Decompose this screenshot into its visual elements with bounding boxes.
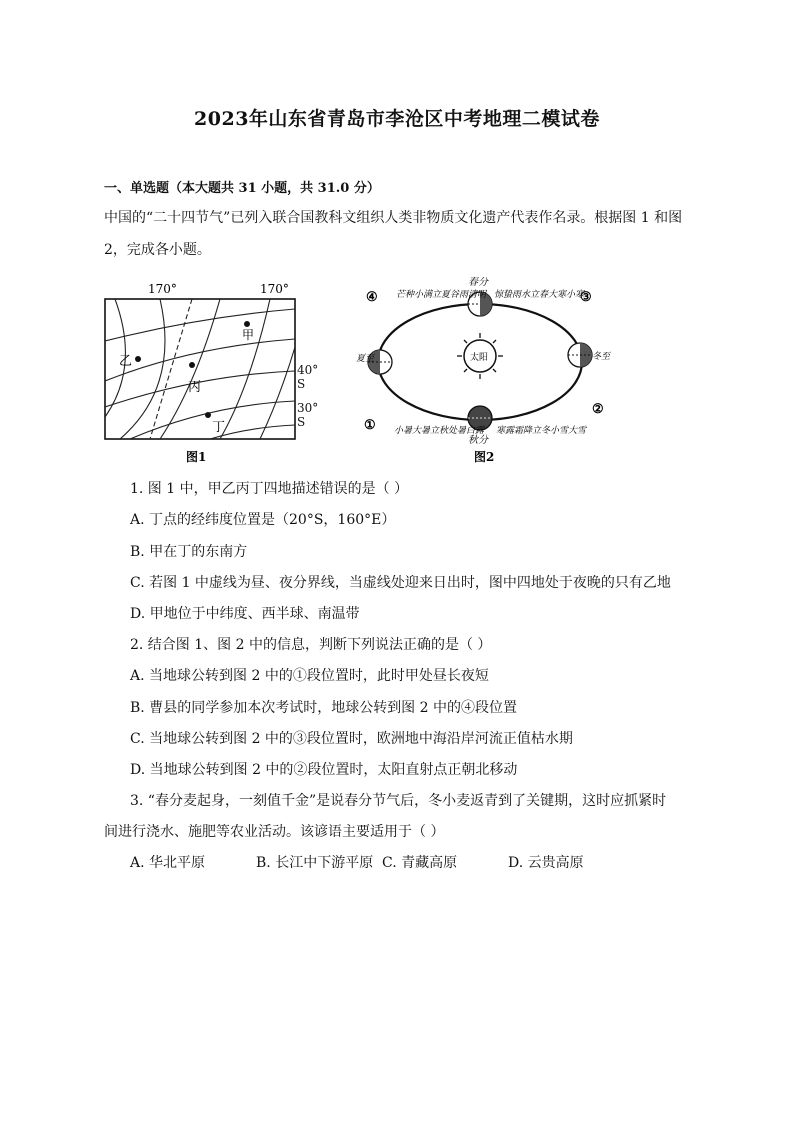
intro-text-line2: 2，完成各小题。 [104,242,211,258]
terms-top-right: 惊蛰雨水立春大寒小寒 [494,290,585,300]
label-spring-equinox: 春分 [468,277,488,288]
section-header: 一、单选题（本大题共 31 小题，共 31.0 分） [104,181,380,196]
point-yi-dot [135,356,141,362]
point-jia-label: 甲 [242,328,255,342]
sun-label: 太阳 [470,353,489,363]
question-1-option-c: C. 若图 1 中虚线为昼、夜分界线，当虚线处迎来日出时，图中四地处于夜晚的只有乙地 [130,575,671,591]
question-3-option-a: A. 华北平原 [130,855,206,871]
point-ding-dot [205,412,211,418]
point-bing-label: 丙 [188,380,202,395]
figure-2-caption: 图2 [474,450,495,464]
figure-2-svg [356,277,618,467]
point-ding-label: 丁 [212,420,226,435]
lon-label-right: 170° [260,282,289,296]
question-1-option-b: B. 甲在丁的东南方 [130,544,248,560]
question-3-option-d: D. 云贵高原 [508,855,584,871]
label-summer-solstice: 夏至 [356,354,375,364]
question-2-stem: 2. 结合图 1、图 2 中的信息，判断下列说法正确的是（ ） [130,637,492,653]
segment-4-marker: ④ [366,290,378,305]
lat-label-40s-text: 40° S [297,363,319,391]
question-1-stem: 1. 图 1 中，甲乙丙丁四地描述错误的是（ ） [130,481,409,497]
segment-2-marker: ② [592,402,604,417]
question-3-stem-line2: 间进行浇水、施肥等农业活动。该谚语主要适用于（ ） [104,824,445,840]
terms-top-left: 芒种小满立夏谷雨清明 [396,290,487,300]
figure-1-caption: 图1 [186,450,207,464]
terms-bottom-right: 寒露霜降立冬小雪大雪 [496,426,587,436]
segment-1-marker: ① [364,418,376,433]
question-2-option-a: A. 当地球公转到图 2 中的①段位置时，此时甲处昼长夜短 [130,668,489,684]
label-winter-solstice: 冬至 [592,352,611,362]
figure-2-orbit [356,277,618,467]
question-1-option-d: D. 甲地位于中纬度、西半球、南温带 [130,606,360,622]
terms-bottom-left: 小暑大暑立秋处暑白露 [394,426,485,436]
point-bing-dot [189,362,195,368]
question-1-option-a: A. 丁点的经纬度位置是（20°S，160°E） [130,512,396,528]
point-jia-dot [244,321,250,327]
figure-1-map [100,277,319,467]
earth-winter-solstice-icon [568,343,592,367]
question-3-option-b: B. 长江中下游平原 [256,855,374,871]
figure-1-svg [100,277,300,467]
question-2-option-d: D. 当地球公转到图 2 中的②段位置时，太阳直射点正朝北移动 [130,762,518,778]
question-3-options [130,852,584,872]
point-yi-label: 乙 [119,354,133,369]
label-autumn-equinox: 秋分 [468,435,488,446]
lat-label-30s-text: 30° S [297,401,319,429]
question-3-option-c: C. 青藏高原 [382,855,458,871]
lon-label-left: 170° [148,282,177,296]
question-3-stem: 3. “春分麦起身，一刻值千金”是说春分节气后，冬小麦返青到了关键期，这时应抓紧时 [130,793,667,809]
question-2-option-c: C. 当地球公转到图 2 中的③段位置时，欧洲地中海沿岸河流正值枯水期 [130,731,573,747]
intro-text-line1: 中国的“二十四节气”已列入联合国教科文组织人类非物质文化遗产代表作名录。根据图 1 和图 [104,210,683,226]
page-title: 2023年山东省青岛市李沧区中考地理二模试卷 [194,108,600,130]
segment-3-marker: ③ [580,290,592,305]
question-2-option-b: B. 曹县的同学参加本次考试时，地球公转到图 2 中的④段位置 [130,700,517,716]
